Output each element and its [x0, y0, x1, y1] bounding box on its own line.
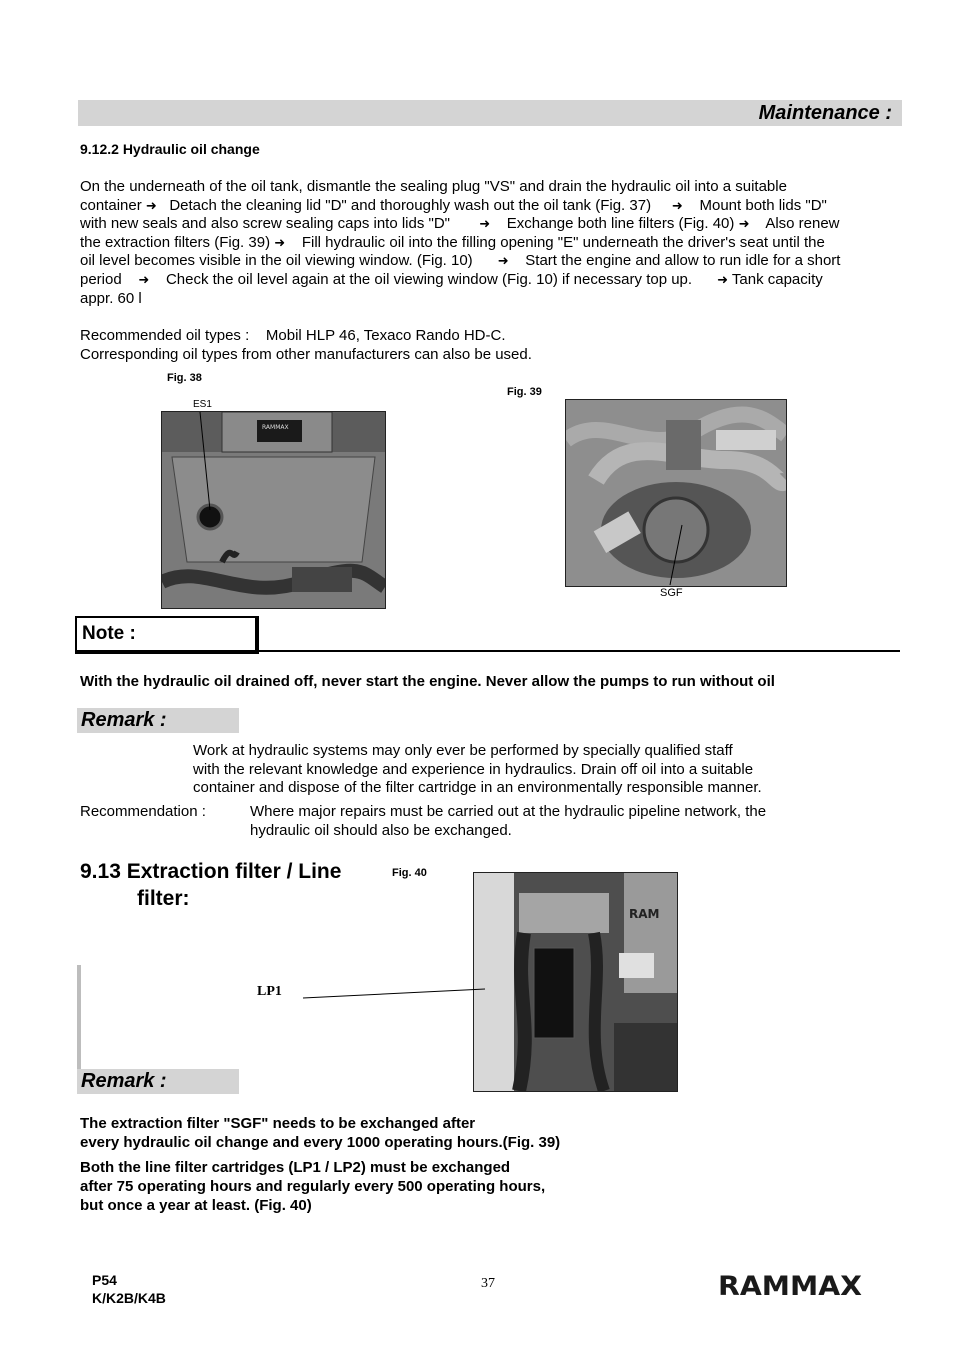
fig38-callout: ES1: [193, 399, 212, 410]
body-paragraph: [80, 178, 900, 308]
body-text-segment: Start the engine and allow to run idle for a short: [525, 252, 841, 270]
oil-types-value: Mobil HLP 46, Texaco Rando HD-C.: [265, 327, 506, 344]
body-text-segment: the extraction filters (Fig. 39): [80, 233, 271, 251]
note-underline: [75, 650, 900, 652]
body-text-segment: Fill hydraulic oil into the filling opening "E" underneath the driver's seat until the: [301, 233, 825, 251]
remark1-line: with the relevant knowledge and experience in hydraulics. Drain off oil into a suitable: [193, 760, 754, 778]
oil-types-label: Recommended oil types :: [80, 327, 250, 344]
footer-model: [92, 1271, 166, 1307]
body-line-3: [80, 215, 900, 234]
remark2-line: The extraction filter "SGF" needs to be exchanged after: [80, 1115, 476, 1132]
note-box: [75, 616, 259, 654]
fig39-label: Fig. 39: [507, 386, 542, 398]
note-text: With the hydraulic oil drained off, never start the engine. Never allow the pumps to run without oil: [80, 673, 775, 690]
body-line-7: [80, 290, 900, 309]
body-text-segment: Check the oil level again at the oil viewing window (Fig. 10) if necessary top up.: [165, 270, 693, 288]
rammax-logo: [718, 1267, 862, 1301]
header-title: Maintenance :: [758, 102, 892, 124]
body-text-segment: Tank capacity: [731, 270, 823, 288]
footer-model-line1: P54: [92, 1272, 117, 1288]
arrow-right-icon: ➜: [497, 253, 509, 269]
body-line-1: [80, 178, 900, 197]
remark1-line: container and dispose of the filter cartridge in an environmentally responsible manner.: [193, 779, 762, 797]
arrow-right-icon: ➜: [738, 216, 750, 232]
logo-text: RAMMAX: [718, 1271, 862, 1301]
change-bar: [77, 965, 81, 1070]
body-line-6: [80, 271, 900, 290]
recommendation-text: [250, 803, 766, 840]
remark2-line: after 75 operating hours and regularly every 500 operating hours,: [80, 1178, 546, 1195]
arrow-right-icon: ➜: [274, 234, 286, 250]
fig40-leader-line: [300, 985, 490, 1005]
fig38-leader-line: [190, 410, 220, 520]
body-text-segment: Mount both lids "D": [699, 196, 827, 214]
remark1-line: Work at hydraulic systems may only ever be performed by specially qualified staff: [193, 742, 733, 759]
footer-model-line2: K/K2B/K4B: [92, 1290, 166, 1306]
fig38-plate-text: RAMMAX: [262, 424, 289, 431]
body-text-segment: Also renew: [765, 215, 840, 233]
body-text-segment: period: [80, 270, 122, 288]
page-number: 37: [481, 1276, 495, 1291]
recommendation-line: hydraulic oil should also be exchanged.: [250, 821, 512, 839]
arrow-right-icon: ➜: [145, 197, 157, 213]
body-text-segment: appr. 60 l: [80, 289, 142, 307]
remark1-title: Remark :: [81, 709, 167, 731]
oil-types-note: Corresponding oil types from other manufacturers can also be used.: [80, 345, 532, 363]
remark2-bar: [77, 1069, 239, 1094]
remark2-title: Remark :: [81, 1070, 167, 1092]
recommendation-label: Recommendation :: [80, 803, 206, 820]
remark2-line: but once a year at least. (Fig. 40): [80, 1197, 312, 1214]
body-line-5: [80, 252, 900, 271]
remark1-bar: [77, 708, 239, 733]
fig40-label: Fig. 40: [392, 867, 427, 879]
body-text-segment: container: [80, 196, 142, 214]
arrow-right-icon: ➜: [671, 197, 683, 213]
fig40-illustration: [474, 873, 677, 1091]
section-title: 9.12.2 Hydraulic oil change: [80, 141, 260, 157]
section-913-line2: filter:: [137, 887, 190, 910]
remark2-para1: [80, 1114, 560, 1152]
fig40-callout: LP1: [257, 984, 282, 999]
section-913-title: [80, 858, 341, 912]
body-text-segment: On the underneath of the oil tank, dismantle the sealing plug "VS" and drain the hydraulic oil into a suitable: [80, 178, 787, 195]
section-913-line1: 9.13 Extraction filter / Line: [80, 860, 342, 883]
arrow-right-icon: ➜: [717, 271, 728, 287]
body-line-4: [80, 234, 900, 253]
oil-types-line: [80, 327, 532, 346]
fig40-photo: [473, 872, 678, 1092]
fig40-brand-text: RAM: [629, 907, 660, 921]
body-text-segment: with new seals and also screw sealing caps into lids "D": [80, 215, 450, 233]
fig38-label: Fig. 38: [167, 372, 202, 384]
body-text-segment: Detach the cleaning lid "D" and thoroughly wash out the oil tank (Fig. 37): [169, 196, 652, 214]
body-text-segment: Exchange both line filters (Fig. 40): [506, 215, 735, 233]
arrow-right-icon: ➜: [138, 271, 150, 287]
recommendation-line: Where major repairs must be carried out at the hydraulic pipeline network, the: [250, 803, 767, 820]
fig39-callout: SGF: [660, 587, 683, 599]
header-bar: [78, 100, 902, 126]
body-line-2: [80, 197, 900, 216]
note-title: Note :: [82, 623, 136, 644]
body-text-segment: oil level becomes visible in the oil viewing window. (Fig. 10): [80, 252, 473, 270]
remark2-line: Both the line filter cartridges (LP1 / LP2) must be exchanged: [80, 1159, 511, 1176]
arrow-right-icon: ➜: [479, 216, 491, 232]
remark1-text: [193, 742, 762, 798]
oil-types-block: [80, 327, 532, 364]
remark2-line: every hydraulic oil change and every 1000 operating hours.(Fig. 39): [80, 1134, 561, 1151]
fig39-leader-line: [660, 520, 700, 590]
remark2-para2: [80, 1158, 545, 1215]
